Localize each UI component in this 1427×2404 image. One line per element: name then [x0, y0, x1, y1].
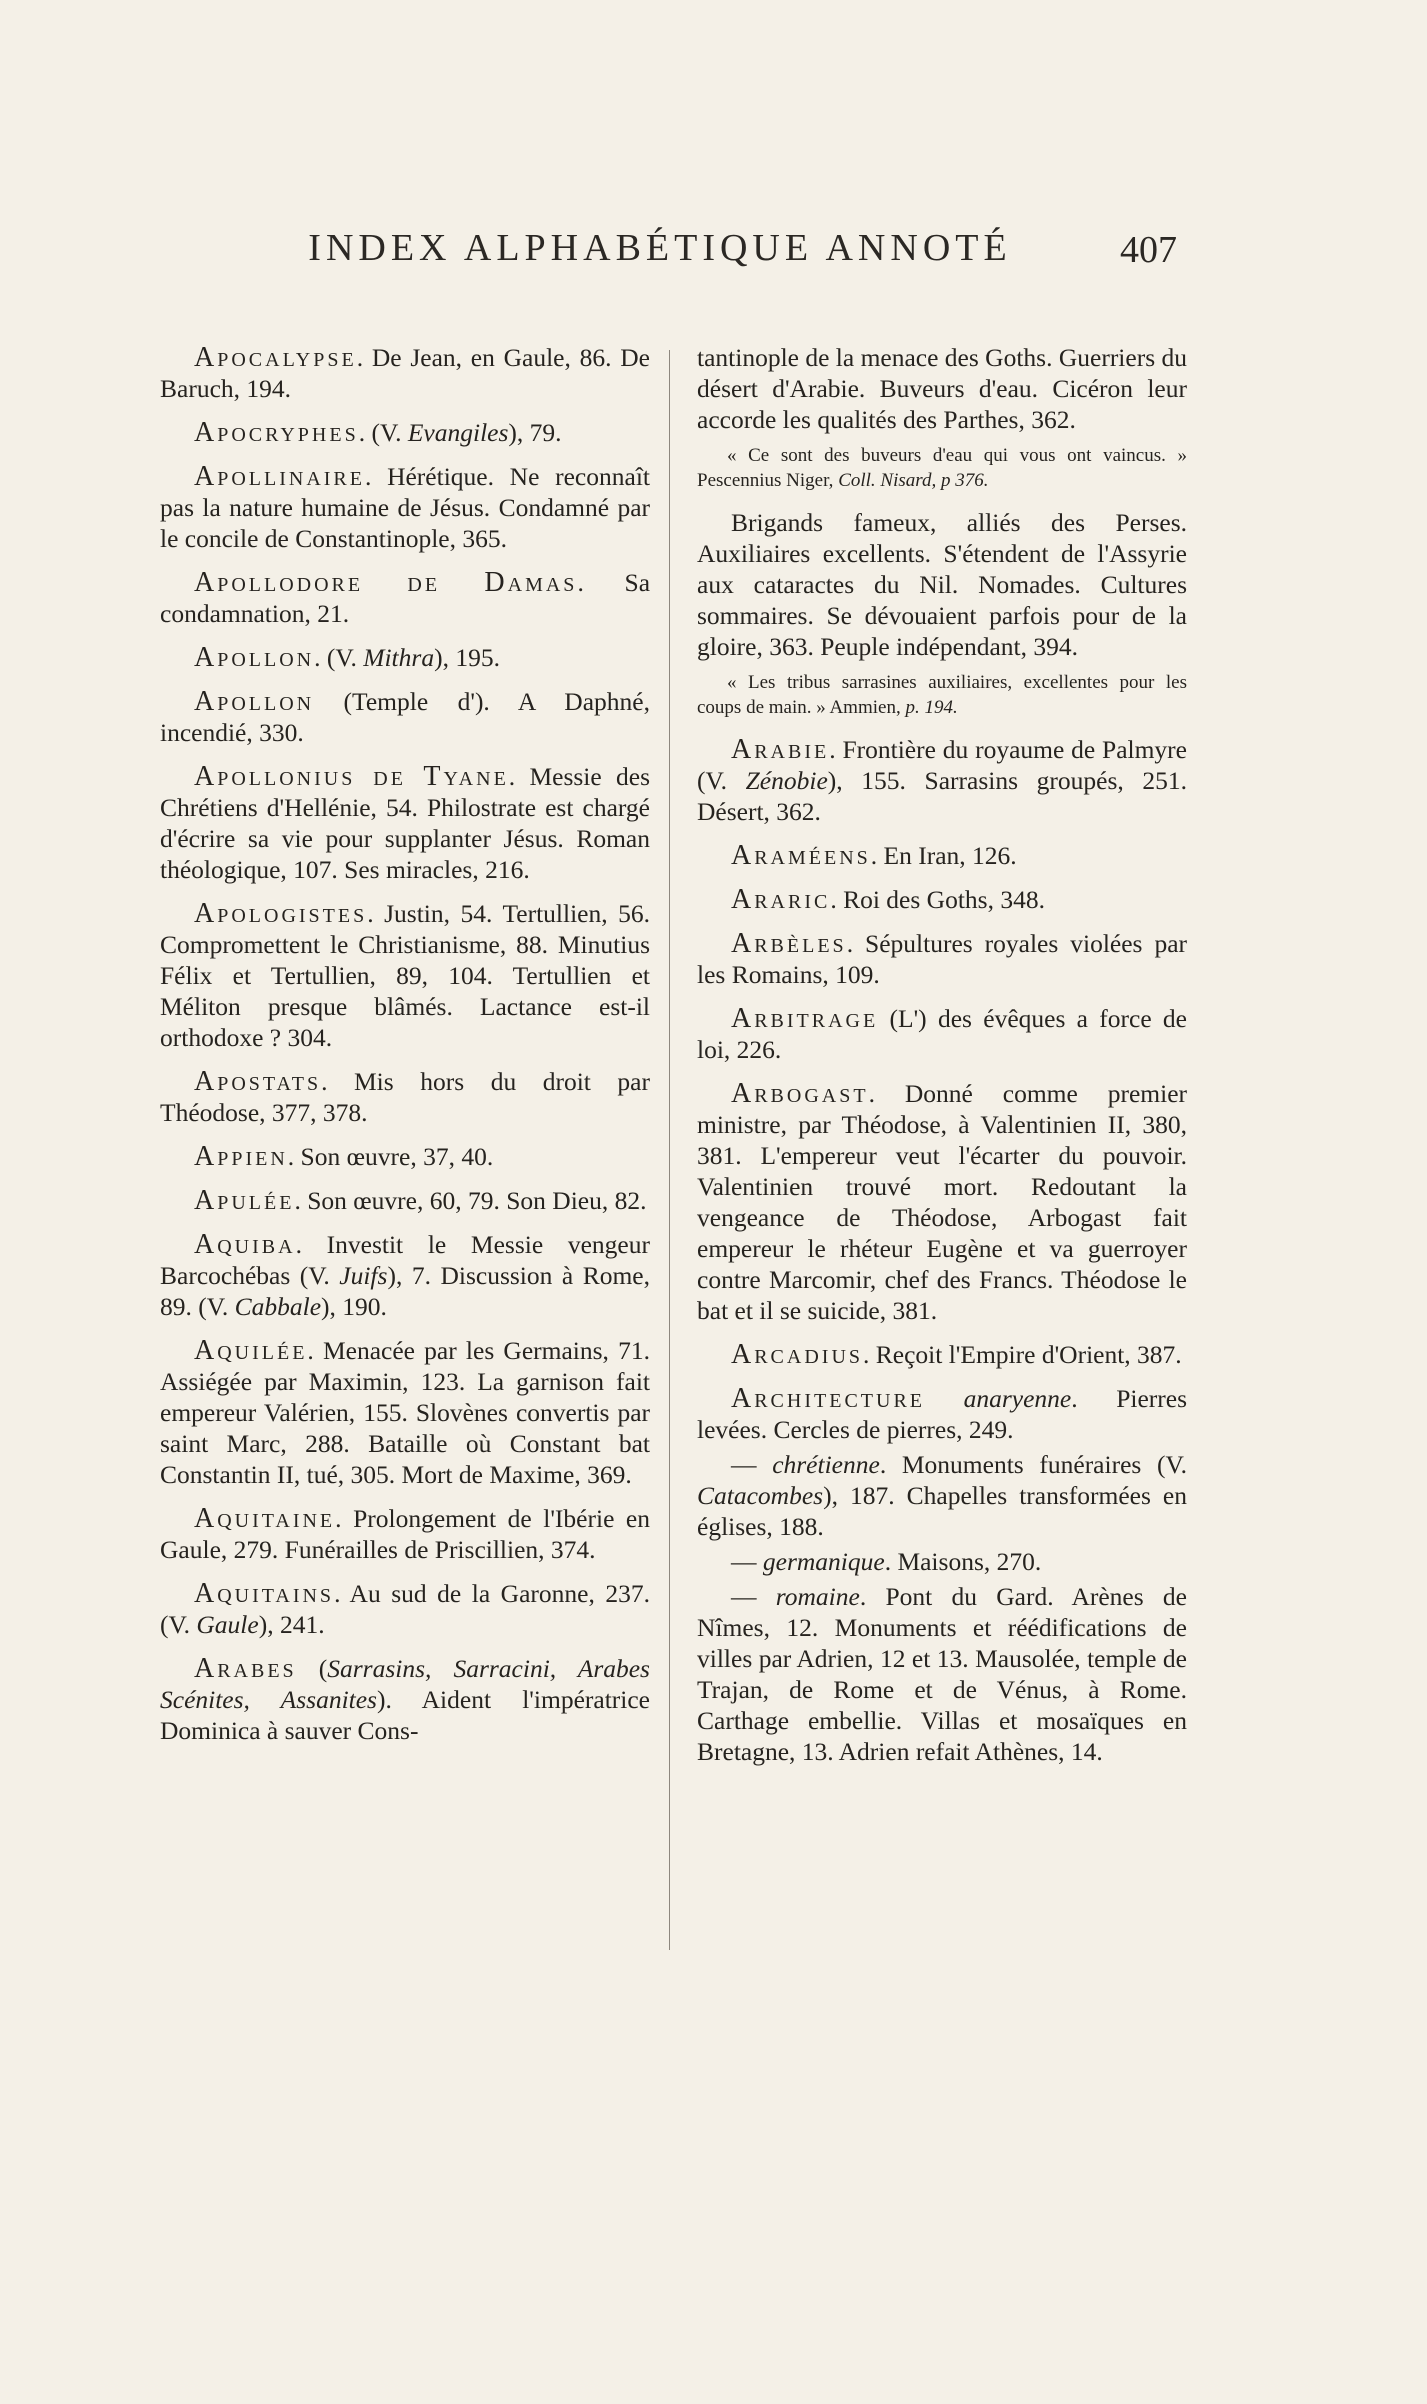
quotation [697, 443, 1187, 493]
sub-entry-dash: — [731, 1450, 773, 1479]
index-entry [697, 928, 1187, 990]
entry-text: ), 155. Sarrasins groupés, 251. Désert, 362. [697, 766, 1187, 826]
entry-headword: Aquiba [194, 1229, 296, 1260]
entry-headword: Aquitains [194, 1578, 335, 1609]
index-entry [697, 734, 1187, 827]
index-entry [697, 1003, 1187, 1065]
entry-qualifier: chrétienne [772, 1450, 880, 1479]
quotation [697, 670, 1187, 720]
entry-text: . Sa condamnation, 21. [160, 568, 651, 628]
quote-text: « Les tribus sarrasines auxiliaires, excellentes pour les coups de main. » Ammien, [697, 672, 1187, 718]
index-entry [160, 417, 650, 448]
entry-headword: Architecture [731, 1383, 925, 1414]
entry-headword: Apollodore de Damas [194, 567, 578, 598]
entry-reference: Zénobie [745, 766, 828, 795]
page-number: 407 [1120, 229, 1177, 271]
entry-text: . (V. [314, 643, 364, 672]
entry-text: ). Aident l'impératrice Dominica à sauver Cons- [160, 1685, 650, 1745]
entry-reference: Evangiles [407, 418, 509, 447]
entry-text: ), 190. [321, 1292, 387, 1321]
entry-text: . Son œuvre, 60, 79. Son Dieu, 82. [294, 1186, 647, 1215]
entry-text: . Son œuvre, 37, 40. [287, 1142, 494, 1171]
index-entry [160, 1066, 650, 1128]
entry-reference: Catacombes [697, 1481, 824, 1510]
entry-text: . Prolongement de l'Ibérie en Gaule, 279. Funérailles de Priscillien, 374. [160, 1504, 650, 1564]
entry-headword: Arbitrage [731, 1003, 879, 1034]
entry-reference: Mithra [363, 643, 435, 672]
index-entry [697, 840, 1187, 871]
entry-text: ( [296, 1654, 328, 1683]
entry-headword: Arbèles [731, 928, 847, 959]
index-entry [160, 342, 650, 404]
entry-headword: Aquitaine [194, 1503, 336, 1534]
index-entry [160, 1185, 650, 1216]
entry-headword: Arabes [194, 1653, 297, 1684]
entry-text: . Mis hors du droit par Théodose, 377, 378. [160, 1067, 650, 1127]
entry-qualifier: romaine [775, 1582, 860, 1611]
entry-headword: Arabie [731, 734, 830, 765]
entry-headword: Apologistes [194, 898, 368, 929]
entry-text: ), 7. Discussion à Rome, 89. (V. [160, 1261, 650, 1321]
index-entry [697, 1078, 1187, 1326]
entry-text: . Sépultures royales violées par les Romains, 109. [697, 929, 1187, 989]
entry-qualifier: anaryenne [963, 1384, 1072, 1413]
entry-text: . Justin, 54. Tertullien, 56. Compromettent le Christianisme, 88. Minutius Félix et Tertullien, 89, 104. Tertullien et Méliton presque blâmés. Lactance est-il orthodoxe ? 304. [160, 899, 650, 1052]
entry-headword: Apocryphes [194, 417, 359, 448]
right-column [697, 342, 1187, 1780]
entry-headword: Appien [194, 1141, 288, 1172]
entry-text: . Maisons, 270. [884, 1547, 1042, 1576]
index-entry [160, 1503, 650, 1565]
page-header [0, 218, 1427, 278]
sub-entry [697, 1546, 1187, 1577]
entry-continuation: tantinople de la menace des Goths. Guerriers du désert d'Arabie. Buveurs d'eau. Cicéron leur accorde les qualités des Parthes, 362. [697, 343, 1188, 434]
quote-text: « Ce sont des buveurs d'eau qui vous ont vaincus. » Pescennius Niger, [697, 445, 1187, 491]
entry-text: . Monuments funéraires (V. [879, 1450, 1187, 1479]
index-entry [160, 898, 650, 1053]
sub-entry [697, 1449, 1187, 1542]
entry-text: . Roi des Goths, 348. [830, 885, 1045, 914]
entry-text: . De Jean, en Gaule, 86. De Baruch, 194. [160, 343, 650, 403]
index-entry [160, 461, 650, 554]
index-entry [160, 567, 650, 629]
entry-reference: Cabbale [234, 1292, 322, 1321]
entry-text: . En Iran, 126. [870, 841, 1017, 870]
entry-headword: Apollinaire [194, 461, 365, 492]
entry-text: ), 241. [258, 1610, 325, 1639]
quote-source: Coll. Nisard, p 376. [838, 470, 989, 491]
entry-headword: Araric [731, 884, 831, 915]
entry-headword: Apollon [194, 642, 315, 673]
entry-text: ), 187. Chapelles transformées en églises, 188. [697, 1481, 1187, 1541]
entry-text: . Hérétique. Ne reconnaît pas la nature humaine de Jésus. Condamné par le concile de Constantinople, 365. [160, 462, 650, 553]
running-title: INDEX ALPHABÉTIQUE ANNOTÉ [308, 227, 1012, 269]
index-entry [697, 1383, 1187, 1445]
index-entry [160, 1229, 650, 1322]
entry-text: ), 79. [508, 418, 562, 447]
entry-text: . Au sud de la Garonne, 237. (V. [160, 1579, 650, 1639]
entry-reference: Sarrasins, Sarracini, Arabes Scénites, Assanites [160, 1654, 650, 1714]
column-divider [669, 350, 670, 1950]
index-entry [160, 642, 650, 673]
entry-continuation: Brigands fameux, alliés des Perses. Auxiliaires excellents. S'étendent de l'Assyrie aux cataractes du Nil. Nomades. Cultures sommaires. Se dévouaient parfois pour de la gloire, 363. Peuple indépendant, 394. [697, 508, 1187, 661]
index-entry [160, 761, 650, 885]
index-entry [160, 1578, 650, 1640]
sub-entry-dash: — [731, 1582, 776, 1611]
entry-text: . Menacée par les Germains, 71. Assiégée par Maximin, 123. La garnison fait empereur Valérien, 155. Slovènes convertis par saint Marc, 288. Bataille où Constant bat Constantin II, tué, 305. Mort de Maxime, 369. [160, 1336, 650, 1489]
entry-headword: Apocalypse [194, 342, 357, 373]
entry-headword: Apollonius de Tyane [194, 761, 509, 792]
entry-text: . Reçoit l'Empire d'Orient, 387. [863, 1340, 1182, 1369]
entry-headword: Arcadius [731, 1339, 864, 1370]
index-entry [697, 1339, 1187, 1370]
sub-entry-dash: — [731, 1547, 763, 1576]
entry-qualifier: germanique [762, 1547, 885, 1576]
sub-entry [697, 1581, 1187, 1767]
entry-headword: Aquilée [194, 1335, 308, 1366]
index-entry [160, 1653, 650, 1746]
index-entry [160, 1335, 650, 1490]
entry-text: . Frontière du royaume de Palmyre (V. [697, 735, 1187, 795]
entry-text: . Donné comme premier ministre, par Théodose, à Valentinien II, 380, 381. L'empereur veut l'écarter du pouvoir. Valentinien trouvé mort. Redoutant la vengeance de Théodose, Arbogast fait empereur le rhéteur Eugène et va guerroyer contre Marcomir, chef des Francs. Théodose le bat et il se suicide, 381. [697, 1079, 1187, 1325]
entry-headword: Apollon [194, 686, 315, 717]
entry-text: . Pont du Gard. Arènes de Nîmes, 12. Monuments et réédifications de villes par Adrien, 12 et 13. Mausolée, temple de Trajan, de Rome et de Vénus, à Rome. Carthage embellie. Villas et mosaïques en Bretagne, 13. Adrien refait Athènes, 14. [697, 1582, 1187, 1766]
entry-text: . Messie des Chrétiens d'Hellénie, 54. Philostrate est chargé d'écrire sa vie pour supplanter Jésus. Roman théologique, 107. Ses miracles, 216. [160, 762, 650, 884]
entry-headword: Arbogast [731, 1078, 869, 1109]
entry-text: ), 195. [434, 643, 500, 672]
index-entry [160, 1141, 650, 1172]
entry-text: (Temple d'). A Daphné, incendié, 330. [160, 687, 650, 747]
entry-text: (L') des évêques a force de loi, 226. [697, 1004, 1187, 1064]
entry-headword: Araméens [731, 840, 871, 871]
entry-text: . (V. [358, 418, 408, 447]
index-entry [160, 686, 650, 748]
entry-headword: Apostats [194, 1066, 322, 1097]
entry-reference: Gaule [196, 1610, 259, 1639]
entry-headword: Apulée [194, 1185, 295, 1216]
entry-reference: Juifs [339, 1261, 388, 1290]
entry-text: . Pierres levées. Cercles de pierres, 249. [697, 1384, 1188, 1444]
quote-source: p. 194. [905, 697, 958, 718]
index-entry [697, 884, 1187, 915]
left-column [160, 342, 650, 1759]
entry-text: . Investit le Messie vengeur Barcochébas (V. [160, 1230, 650, 1290]
